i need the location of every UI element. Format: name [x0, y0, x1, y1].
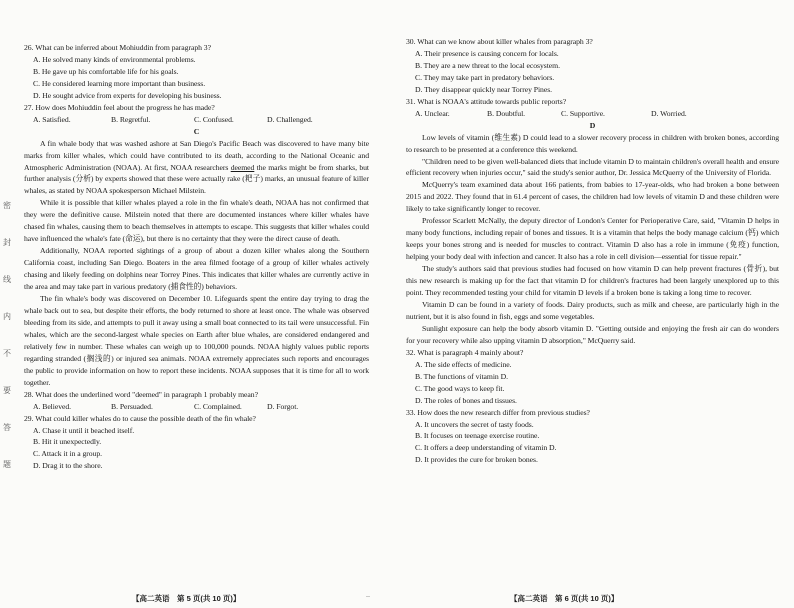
question-26-option-b: B. He gave up his comfortable life for his goals. [33, 66, 179, 76]
section-c-heading: C [193, 126, 200, 136]
binding-char: 不 [3, 349, 11, 358]
question-31-options [406, 108, 779, 120]
question-32-option-b: B. The functions of vitamin D. [415, 371, 508, 381]
question-33-stem: 33. How does the new research differ from previous studies? [406, 407, 590, 417]
question-33-option-a: A. It uncovers the secret of tasty foods. [415, 419, 534, 429]
binding-char: 要 [3, 386, 11, 395]
passage-d-paragraph-1: Low levels of vitamin (维生素) D could lead to a slower recovery process in children with broken bones, according to research to be presented at a conference this weekend. [406, 132, 779, 154]
question-28-option-d: D. Forgot. [267, 401, 299, 411]
question-26-option-d: D. He sought advice from experts for developing his business. [33, 90, 222, 100]
question-30-stem: 30. What can we know about killer whales from paragraph 3? [406, 37, 593, 46]
question-32-stem: 32. What is paragraph 4 mainly about? [406, 347, 524, 357]
question-30-option-a: A. Their presence is causing concern for locals. [415, 48, 559, 58]
question-27-option-a: A. Satisfied. [33, 114, 71, 124]
question-27-option-b: B. Regretful. [111, 114, 151, 124]
question-31-option-d: D. Worried. [651, 108, 687, 118]
question-32-option-c: C. The good ways to keep fit. [415, 383, 505, 393]
passage-c-paragraph-3: Additionally, NOAA reported sightings of a group of about a dozen killer whales along the Southern California coast, including San Diego. Boaters in the area filmed footage of a group of killer whales actively chasing and likely feeding on dolphins near Torrey Pines. This indicates that killer whales are currently active in the area and may take part in various predatory (捕食性的) behaviors. [24, 246, 369, 292]
question-30-option-b: B. They are a new threat to the local ecosystem. [415, 60, 560, 70]
question-29-option-d: D. Drag it to the shore. [33, 461, 103, 471]
question-33-option-c: C. It offers a deep understanding of vitamin D. [415, 443, 557, 453]
question-31-stem: 31. What is NOAA's attitude towards public reports? [406, 96, 567, 106]
question-28-options [24, 401, 369, 413]
binding-margin-labels [2, 200, 12, 470]
question-27-stem: 27. How does Mohiuddin feel about the progress he has made? [24, 102, 215, 112]
question-26-option-a: A. He solved many kinds of environmental problems. [33, 54, 196, 64]
question-33-option-b: B. It focuses on teenage exercise routine. [415, 431, 540, 441]
binding-char: 线 [3, 275, 11, 284]
question-26-option-c: C. He considered learning more important than business. [33, 78, 206, 88]
question-27-option-c: C. Confused. [194, 114, 234, 124]
passage-c-p1-text-b: the marks might be from sharks, but further analysis (分析) by experts showed that these were actually rake (耙子) marks, an unusual feature of killer whales, as stated by NOAA spokesperson Michael Milstein. [24, 162, 370, 196]
passage-c-p1-text-a: A fin whale body that was washed ashore at San Diego's Pacific Beach was discovered to have many bite marks from killer whales, which could have contributed to its death, according to the National Oceanic and Atmospheric Administration (NOAA). At first, NOAA researchers [24, 138, 369, 172]
passage-d-paragraph-4: Professor Scarlett McNally, the deputy director of London's Center for Perioperative Care, said, "Vitamin D helps in many body functions, including repair of bones and tissues. It is a vitamin that helps the body manage calcium (钙) which keeps your bones strong and is needed for muscles to contract. Vitamin D also has a role in immune (免疫) function, helping your body deal with infection and cancer. It also has a role in cell division—essential for tissue repair." [406, 216, 779, 262]
binding-char: 封 [3, 238, 11, 247]
underlined-word-deemed: deemed [230, 162, 255, 172]
question-31-option-b: B. Doubtful. [487, 108, 526, 118]
section-d-heading: D [589, 120, 596, 130]
question-31-option-a: A. Unclear. [415, 108, 450, 118]
left-column [24, 42, 369, 472]
page-tick-mark: -- [366, 594, 370, 600]
question-28-option-b: B. Persuaded. [111, 401, 153, 411]
binding-char: 内 [3, 312, 11, 321]
question-28-stem: 28. What does the underlined word "deemed" in paragraph 1 probably mean? [24, 389, 258, 399]
question-28-option-c: C. Complained. [194, 401, 242, 411]
passage-c-paragraph-4: The fin whale's body was discovered on December 10. Lifeguards spent the entire day trying to drag the whale back out to sea, but despite their efforts, the body returned to shore at least once. The whale was observed bleeding from its side, and attempts to pull it away using a small boat connected to its tail were unsuccessful. Fin whales, which are the second-largest whale species on Earth after blue whales, are considered endangered and relatively few in number. These whales can weigh up to 100,000 pounds. NOAA highly values public reports regarding stranded (搁浅的) or injured sea animals. NOAA extremely appreciates such reports and encourages the public to provide information on how to report these incidents. NOAA supposes that it is time for all to work together. [24, 294, 369, 387]
question-28-option-a: A. Believed. [33, 401, 72, 411]
passage-d-paragraph-7: Sunlight exposure can help the body absorb vitamin D. "Getting outside and enjoying the fresh air can do wonders for your recovery while also upping vitamin D absorption," McQuerry said. [406, 323, 779, 345]
binding-char: 答 [3, 423, 11, 432]
question-31-option-c: C. Supportive. [561, 108, 605, 118]
question-29-option-b: B. Hit it unexpectedly. [33, 437, 102, 447]
right-column [406, 36, 779, 466]
passage-c-paragraph-2: While it is possible that killer whales played a role in the fin whale's death, NOAA has not confirmed that they were the definitive cause. Milstein noted that there are documented instances where killer whales have chased fin whales, causing them to beach themselves in attempts to escape. This suggests that killer whales could have influenced the whale's fate (命运), but there is no certainty that they were the direct cause of death. [24, 198, 369, 244]
question-27-option-d: D. Challenged. [267, 114, 313, 124]
page-footer-left: 【高二英语 第 5 页(共 10 页)】 [132, 594, 241, 603]
question-29-option-c: C. Attack it in a group. [33, 449, 103, 459]
question-29-option-a: A. Chase it until it beached itself. [33, 425, 135, 435]
passage-d-paragraph-3: McQuerry's team examined data about 166 patients, from babies to 17-year-olds, who had broken a bone between 2015 and 2022. They found that in 61.4 percent of cases, the children had low levels of vitamin D and these children were likely to take significantly longer to recover. [406, 180, 779, 214]
question-30-option-d: D. They disappear quickly near Torrey Pines. [415, 84, 553, 94]
passage-d-paragraph-2: "Children need to be given well-balanced diets that include vitamin D to maintain children's overall health and ensure efficient recovery when injuries occur," said the study's senior author, Dr. Jessica McQuerry of the University of Florida. [406, 156, 779, 178]
passage-c-paragraph-1 [24, 138, 369, 198]
binding-char: 题 [3, 460, 11, 469]
page-footer-right: 【高二英语 第 6 页(共 10 页)】 [510, 594, 619, 603]
binding-char: 密 [3, 201, 11, 210]
question-26-stem: 26. What can be inferred about Mohiuddin from paragraph 3? [24, 43, 211, 52]
passage-d-paragraph-6: Vitamin D can be found in a variety of foods. Dairy products, such as milk and cheese, are particularly high in the nutrient, but it is also found in fish, eggs and some vegetables. [406, 299, 779, 321]
question-30-option-c: C. They may take part in predatory behaviors. [415, 72, 555, 82]
question-32-option-d: D. The roles of bones and tissues. [415, 395, 517, 405]
question-33-option-d: D. It provides the cure for broken bones. [415, 455, 538, 465]
question-29-stem: 29. What could killer whales do to cause the possible death of the fin whale? [24, 413, 256, 423]
passage-d-paragraph-5: The study's authors said that previous studies had focused on how vitamin D can help prevent fractures (骨折), but this new research is making up for the fact that vitamin D for children's fractures had been largely unexplored up to this point. They recommended testing your child for vitamin D levels if a broken bone is taking a long time to recover. [406, 264, 779, 298]
question-27-options [24, 114, 369, 126]
question-32-option-a: A. The side effects of medicine. [415, 359, 512, 369]
